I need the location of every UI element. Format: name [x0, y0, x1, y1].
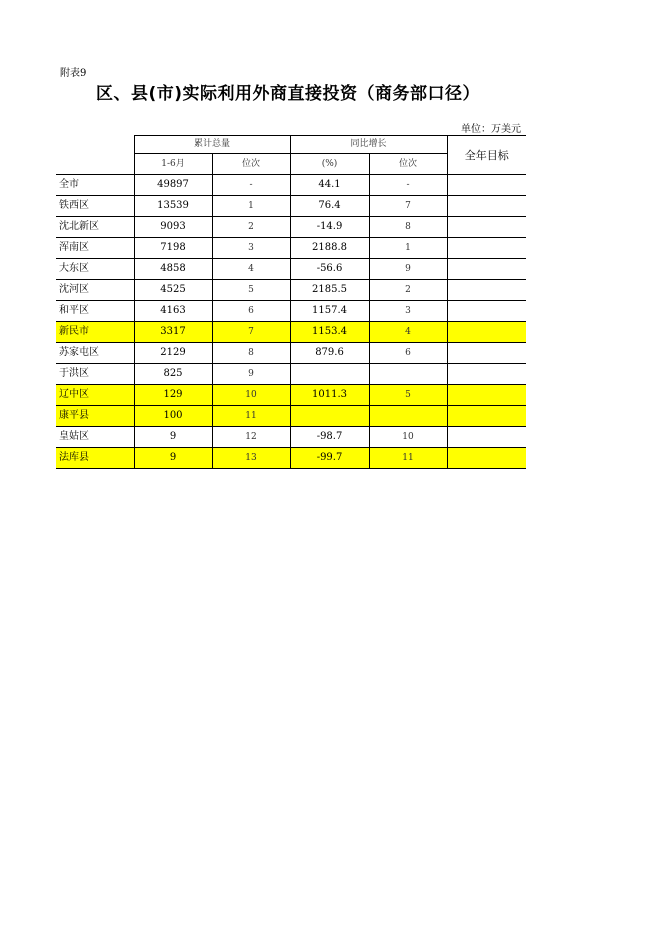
table-row [56, 175, 526, 196]
rank-cell: 1 [212, 196, 290, 217]
page-title: 区、县(市)实际利用外商直接投资（商务部口径） [96, 84, 481, 104]
region-name-cell: 皇姑区 [56, 427, 134, 448]
growth-cell: 1153.4 [290, 322, 369, 343]
rank-cell: 11 [212, 406, 290, 427]
table-row [56, 217, 526, 238]
value-cell: 4858 [134, 259, 212, 280]
growth-rank-cell [369, 406, 447, 427]
header-cumulative: 累计总量 [134, 136, 290, 154]
table-row [56, 343, 526, 364]
region-name-cell: 全市 [56, 175, 134, 196]
value-cell: 7198 [134, 238, 212, 259]
growth-rank-cell: 8 [369, 217, 447, 238]
appendix-label: 附表9 [60, 68, 87, 79]
header-rank-2: 位次 [369, 154, 447, 175]
growth-cell: -56.6 [290, 259, 369, 280]
table-row [56, 427, 526, 448]
table-row [56, 301, 526, 322]
table-row [56, 238, 526, 259]
header-yoy: 同比增长 [290, 136, 447, 154]
region-name-cell: 辽中区 [56, 385, 134, 406]
target-cell [447, 427, 526, 448]
region-name-cell: 法库县 [56, 448, 134, 469]
table-row [56, 406, 526, 427]
unit-label: 单位：万美元 [461, 124, 521, 135]
growth-cell: -99.7 [290, 448, 369, 469]
rank-cell: 10 [212, 385, 290, 406]
growth-rank-cell: 4 [369, 322, 447, 343]
region-name-cell: 沈北新区 [56, 217, 134, 238]
value-cell: 2129 [134, 343, 212, 364]
rank-cell: 7 [212, 322, 290, 343]
region-name-cell: 浑南区 [56, 238, 134, 259]
value-cell: 9 [134, 427, 212, 448]
rank-cell: 2 [212, 217, 290, 238]
growth-cell: 44.1 [290, 175, 369, 196]
value-cell: 100 [134, 406, 212, 427]
rank-cell: 3 [212, 238, 290, 259]
region-name-cell: 沈河区 [56, 280, 134, 301]
target-cell [447, 238, 526, 259]
growth-cell: 2188.8 [290, 238, 369, 259]
table-row [56, 259, 526, 280]
header-blank-2 [56, 154, 134, 175]
growth-rank-cell: 9 [369, 259, 447, 280]
region-name-cell: 新民市 [56, 322, 134, 343]
header-row-1 [56, 136, 526, 154]
table-row [56, 448, 526, 469]
rank-cell: 13 [212, 448, 290, 469]
growth-cell: 1157.4 [290, 301, 369, 322]
growth-cell [290, 364, 369, 385]
value-cell: 13539 [134, 196, 212, 217]
table-row [56, 280, 526, 301]
growth-cell: 76.4 [290, 196, 369, 217]
rank-cell: 12 [212, 427, 290, 448]
region-name-cell: 大东区 [56, 259, 134, 280]
header-blank [56, 136, 134, 154]
rank-cell: 5 [212, 280, 290, 301]
growth-rank-cell: 7 [369, 196, 447, 217]
target-cell [447, 322, 526, 343]
target-cell [447, 217, 526, 238]
value-cell: 4525 [134, 280, 212, 301]
target-cell [447, 259, 526, 280]
growth-cell: 879.6 [290, 343, 369, 364]
header-period: 1-6月 [134, 154, 212, 175]
header-percent: (%) [290, 154, 369, 175]
growth-rank-cell: 1 [369, 238, 447, 259]
rank-cell: 9 [212, 364, 290, 385]
header-full-year: 全年目标 [447, 136, 526, 175]
growth-rank-cell: 2 [369, 280, 447, 301]
rank-cell: 4 [212, 259, 290, 280]
value-cell: 4163 [134, 301, 212, 322]
value-cell: 9093 [134, 217, 212, 238]
target-cell [447, 175, 526, 196]
growth-rank-cell: 6 [369, 343, 447, 364]
value-cell: 129 [134, 385, 212, 406]
header-rank: 位次 [212, 154, 290, 175]
table-row [56, 196, 526, 217]
region-name-cell: 铁西区 [56, 196, 134, 217]
table-row [56, 322, 526, 343]
growth-cell: -98.7 [290, 427, 369, 448]
target-cell [447, 406, 526, 427]
target-cell [447, 385, 526, 406]
target-cell [447, 343, 526, 364]
growth-cell [290, 406, 369, 427]
target-cell [447, 280, 526, 301]
value-cell: 49897 [134, 175, 212, 196]
rank-cell: 6 [212, 301, 290, 322]
target-cell [447, 301, 526, 322]
region-name-cell: 康平县 [56, 406, 134, 427]
table-row [56, 364, 526, 385]
value-cell: 9 [134, 448, 212, 469]
value-cell: 3317 [134, 322, 212, 343]
growth-rank-cell: 5 [369, 385, 447, 406]
growth-rank-cell [369, 364, 447, 385]
growth-rank-cell: - [369, 175, 447, 196]
growth-cell: 2185.5 [290, 280, 369, 301]
fdi-table [56, 135, 526, 469]
growth-rank-cell: 11 [369, 448, 447, 469]
growth-cell: 1011.3 [290, 385, 369, 406]
rank-cell: 8 [212, 343, 290, 364]
target-cell [447, 364, 526, 385]
growth-rank-cell: 3 [369, 301, 447, 322]
target-cell [447, 448, 526, 469]
rank-cell: - [212, 175, 290, 196]
value-cell: 825 [134, 364, 212, 385]
growth-cell: -14.9 [290, 217, 369, 238]
table-row [56, 385, 526, 406]
growth-rank-cell: 10 [369, 427, 447, 448]
target-cell [447, 196, 526, 217]
region-name-cell: 于洪区 [56, 364, 134, 385]
region-name-cell: 和平区 [56, 301, 134, 322]
region-name-cell: 苏家屯区 [56, 343, 134, 364]
